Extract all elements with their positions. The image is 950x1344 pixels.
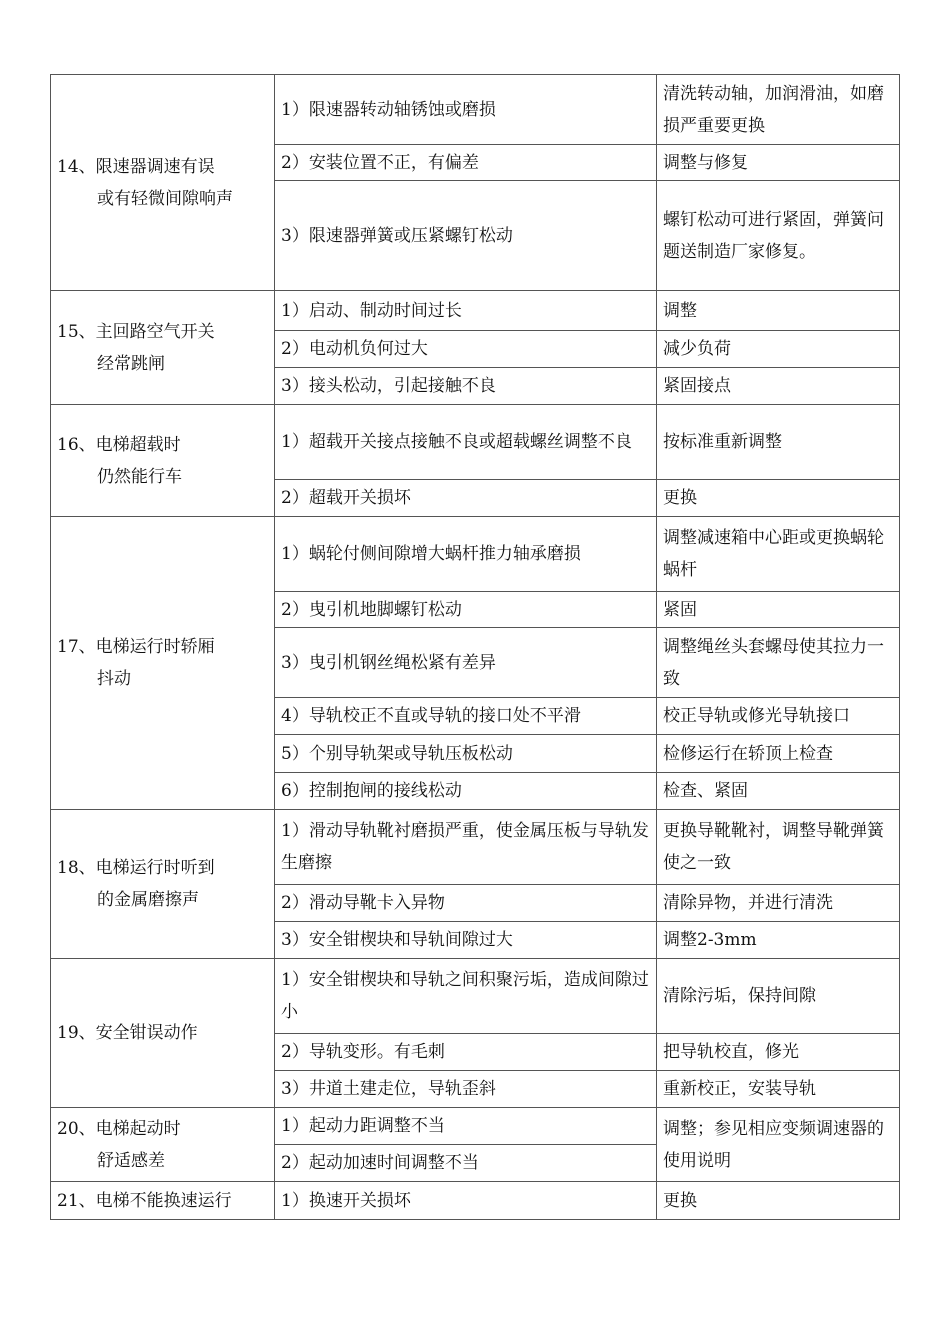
- cause-cell: 2）电动机负何过大: [275, 331, 657, 368]
- fault-title: 20、电梯起动时: [57, 1118, 181, 1139]
- table-row: [51, 1108, 900, 1145]
- fault-cell-19: [51, 959, 275, 1108]
- fault-title: 21、电梯不能换速运行: [57, 1190, 232, 1211]
- cause-cell: 2）超载开关损坏: [275, 480, 657, 517]
- fix-cell: 紧固: [657, 592, 900, 628]
- cause-cell: 4）导轨校正不直或导轨的接口处不平滑: [275, 698, 657, 735]
- fault-title-continued: 仍然能行车: [97, 466, 182, 487]
- fix-cell: 调整减速箱中心距或更换蜗轮蜗杆: [657, 517, 900, 592]
- table-row: [51, 810, 900, 885]
- fault-title-continued: 或有轻微间隙响声: [97, 188, 233, 209]
- table-row: [51, 75, 900, 145]
- cause-cell: 2）曳引机地脚螺钉松动: [275, 592, 657, 628]
- fix-cell: 更换: [657, 1182, 900, 1220]
- cause-cell: 2）安装位置不正，有偏差: [275, 145, 657, 181]
- fix-cell: 紧固接点: [657, 368, 900, 405]
- fault-cell-16: [51, 405, 275, 517]
- fix-cell: 调整: [657, 291, 900, 331]
- cause-cell: 1）限速器转动轴锈蚀或磨损: [275, 75, 657, 145]
- fix-cell: 重新校正，安装导轨: [657, 1071, 900, 1108]
- cause-cell: 1）安全钳楔块和导轨之间积聚污垢，造成间隙过小: [275, 959, 657, 1034]
- cause-cell: 1）起动力距调整不当: [275, 1108, 657, 1145]
- fault-cell-18: [51, 810, 275, 959]
- cause-cell: 3）曳引机钢丝绳松紧有差异: [275, 628, 657, 698]
- cause-cell: 1）蜗轮付侧间隙增大蜗杆推力轴承磨损: [275, 517, 657, 592]
- fix-cell: 清除异物，并进行清洗: [657, 885, 900, 922]
- fault-title: 15、主回路空气开关: [57, 321, 215, 342]
- fix-cell: 清除污垢，保持间隙: [657, 959, 900, 1034]
- cause-cell: 1）换速开关损坏: [275, 1182, 657, 1220]
- fault-cell-17: [51, 517, 275, 810]
- cause-cell: 6）控制抱闸的接线松动: [275, 773, 657, 810]
- fix-cell: 按标准重新调整: [657, 405, 900, 480]
- fault-title: 14、限速器调速有误: [57, 156, 215, 177]
- cause-cell: 1）滑动导轨靴衬磨损严重，使金属压板与导轨发生磨擦: [275, 810, 657, 885]
- fix-cell: 检修运行在轿顶上检查: [657, 735, 900, 773]
- fault-title-continued: 抖动: [97, 669, 131, 689]
- fix-cell: 调整与修复: [657, 145, 900, 181]
- cause-cell: 2）滑动导靴卡入异物: [275, 885, 657, 922]
- table-row: [51, 291, 900, 331]
- fault-title: 18、电梯运行时听到: [57, 858, 215, 878]
- fault-cell-21: [51, 1182, 275, 1220]
- table-row: [51, 959, 900, 1034]
- cause-cell: 3）安全钳楔块和导轨间隙过大: [275, 922, 657, 959]
- cause-cell: 5）个别导轨架或导轨压板松动: [275, 735, 657, 773]
- table-body: [51, 75, 900, 1220]
- cause-cell: 2）导轨变形。有毛刺: [275, 1034, 657, 1071]
- fix-cell: 调整2-3mm: [657, 922, 900, 959]
- fault-title-continued: 的金属磨擦声: [97, 890, 199, 910]
- cause-cell: 3）限速器弹簧或压紧螺钉松动: [275, 181, 657, 291]
- table-row: [51, 517, 900, 592]
- fault-title-continued: 经常跳闸: [97, 353, 165, 374]
- fix-cell: 检查、紧固: [657, 773, 900, 810]
- table-row: [51, 405, 900, 480]
- fix-cell: 螺钉松动可进行紧固，弹簧问题送制造厂家修复。: [657, 181, 900, 291]
- fix-cell: 校正导轨或修光导轨接口: [657, 698, 900, 735]
- fault-title: 17、电梯运行时轿厢: [57, 637, 215, 657]
- fault-table: [50, 74, 900, 1220]
- fix-cell: 把导轨校直，修光: [657, 1034, 900, 1071]
- fix-cell: 调整；参见相应变频调速器的使用说明: [657, 1108, 900, 1182]
- fault-cell-15: [51, 291, 275, 405]
- fault-title: 16、电梯超载时: [57, 434, 181, 455]
- fix-cell: 调整绳丝头套螺母使其拉力一致: [657, 628, 900, 698]
- fault-cell-20: [51, 1108, 275, 1182]
- cause-cell: 1）启动、制动时间过长: [275, 291, 657, 331]
- fault-title: 19、安全钳误动作: [57, 1023, 198, 1043]
- fault-cell-14: [51, 75, 275, 291]
- fix-cell: 减少负荷: [657, 331, 900, 368]
- cause-cell: 3）接头松动，引起接触不良: [275, 368, 657, 405]
- fix-cell: 更换导靴靴衬，调整导靴弹簧使之一致: [657, 810, 900, 885]
- table-row: [51, 1182, 900, 1220]
- cause-cell: 1）超载开关接点接触不良或超载螺丝调整不良: [275, 405, 657, 480]
- cause-cell: 3）井道土建走位，导轨歪斜: [275, 1071, 657, 1108]
- fix-cell: 更换: [657, 480, 900, 517]
- fault-title-continued: 舒适感差: [97, 1150, 165, 1171]
- cause-cell: 2）起动加速时间调整不当: [275, 1145, 657, 1182]
- fix-cell: 清洗转动轴，加润滑油，如磨损严重要更换: [657, 75, 900, 145]
